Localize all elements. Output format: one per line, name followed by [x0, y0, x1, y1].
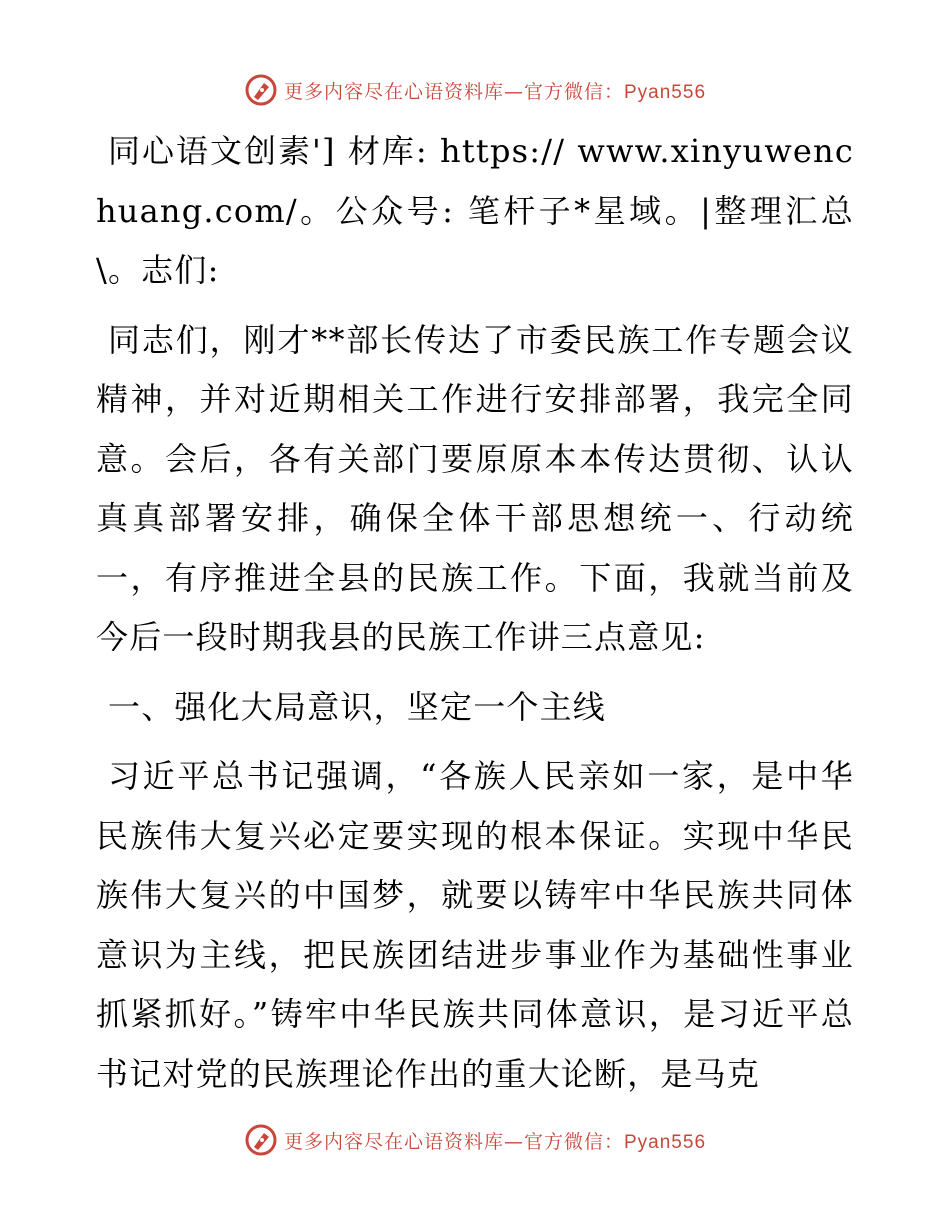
- watermark-separator: —: [503, 80, 524, 103]
- paragraph-opening: 同志们，刚才**部长传达了市委民族工作专题会议精神，并对近期相关工作进行安排部署，我完全同意。会后，各有关部门要原原本本传达贯彻、认认真真部署安排，确保全体干部思想统一、行动统一，有序推进全县的民族工作。下面，我就当前及今后一段时期我县的民族工作讲三点意见:: [96, 320, 854, 656]
- watermark-text: [284, 1127, 706, 1154]
- watermark-label: 官方微信：: [523, 1130, 624, 1153]
- document-body: [96, 122, 854, 1114]
- section-heading: 一、强化大局意识，坚定一个主线: [108, 687, 607, 726]
- watermark-text: [284, 77, 706, 104]
- pen-nib-logo-icon: [244, 73, 278, 107]
- paragraph-intro: 同心语文创素'] 材库: https:// www.xinyuwenchuang.com/。公众号: 笔杆子*星域。|整理汇总\。志们:: [96, 132, 854, 289]
- paragraph-body: 习近平总书记强调，“各族人民亲如一家，是中华民族伟大复兴必定要实现的根本保证。实现中华民族伟大复兴的中国梦，就要以铸牢中华民族共同体意识为主线，把民族团结进步事业作为基础性事业抓紧抓好。”铸牢中华民族共同体意识，是习近平总书记对党的民族理论作出的重大论断，是马克: [96, 757, 854, 1093]
- watermark-wechat-id: Pyan556: [624, 1131, 707, 1153]
- watermark-brand: 更多内容尽在心语资料库: [283, 1130, 504, 1153]
- watermark-wechat-id: Pyan556: [624, 81, 707, 103]
- watermark-separator: —: [503, 1130, 524, 1153]
- footer-watermark: [0, 1120, 950, 1160]
- watermark-label: 官方微信：: [523, 80, 624, 103]
- header-watermark: [0, 70, 950, 110]
- pen-nib-logo-icon: [244, 1123, 278, 1157]
- watermark-brand: 更多内容尽在心语资料库: [283, 80, 504, 103]
